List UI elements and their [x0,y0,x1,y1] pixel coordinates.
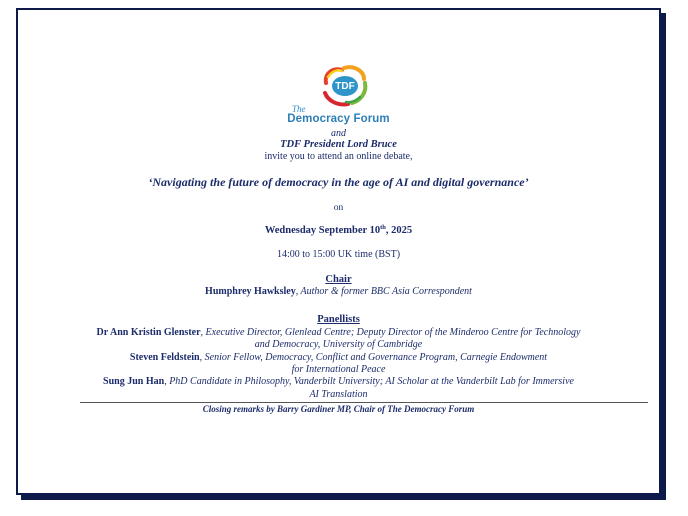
org-prefix: The [292,104,306,114]
panellist-1-line1 [18,327,659,338]
panellist-3-line1 [18,376,659,387]
panellist-3-line2: AI Translation [309,389,368,400]
panellist-1-role: , Executive Director, Glenlead Centre; Deputy Director of the Minderoo Centre for Technology [200,327,581,338]
divider-rule [80,402,648,403]
president-line: TDF President Lord Bruce [280,139,397,150]
logo-text: TDF [335,81,355,92]
and-text: and [331,128,346,139]
event-date [18,224,659,236]
on-text: on [333,203,344,213]
panellist-2-name: Steven Feldstein [129,352,200,363]
debate-title: ‘Navigating the future of democracy in the age of AI and digital governance’ [148,175,529,189]
chair-line [18,286,659,297]
invite-line: invite you to attend an online debate, [264,151,413,162]
chair-heading: Chair [325,274,352,285]
panellists-heading: Panellists [317,314,360,325]
chair-role: , Author & former BBC Asia Correspondent [295,286,472,297]
panellist-3-name: Sung Jun Han [103,376,165,387]
panellist-3-role: , PhD Candidate in Philosophy, Vanderbilt University; AI Scholar at the Vanderbilt Lab for Immersive [164,376,574,387]
org-name: Democracy Forum [287,113,390,125]
panellist-2-role: , Senior Fellow, Democracy, Conflict and Governance Program, Carnegie Endowment [199,352,548,363]
panellist-1-name: Dr Ann Kristin Glenster [96,327,201,338]
panellist-2-line2: for International Peace [291,364,386,375]
panellist-1-line2: and Democracy, University of Cambridge [254,339,423,350]
chair-name: Humphrey Hawksley [205,286,296,297]
event-time: 14:00 to 15:00 UK time (BST) [276,249,401,260]
closing-remarks: Closing remarks by Barry Gardiner MP, Chair of The Democracy Forum [202,404,475,414]
event-date-suffix: th [380,224,386,231]
event-date-main: Wednesday September 10 [264,225,381,236]
event-date-year: , 2025 [385,225,413,236]
panellist-2-line1 [18,352,659,363]
invitation-card [16,8,661,495]
